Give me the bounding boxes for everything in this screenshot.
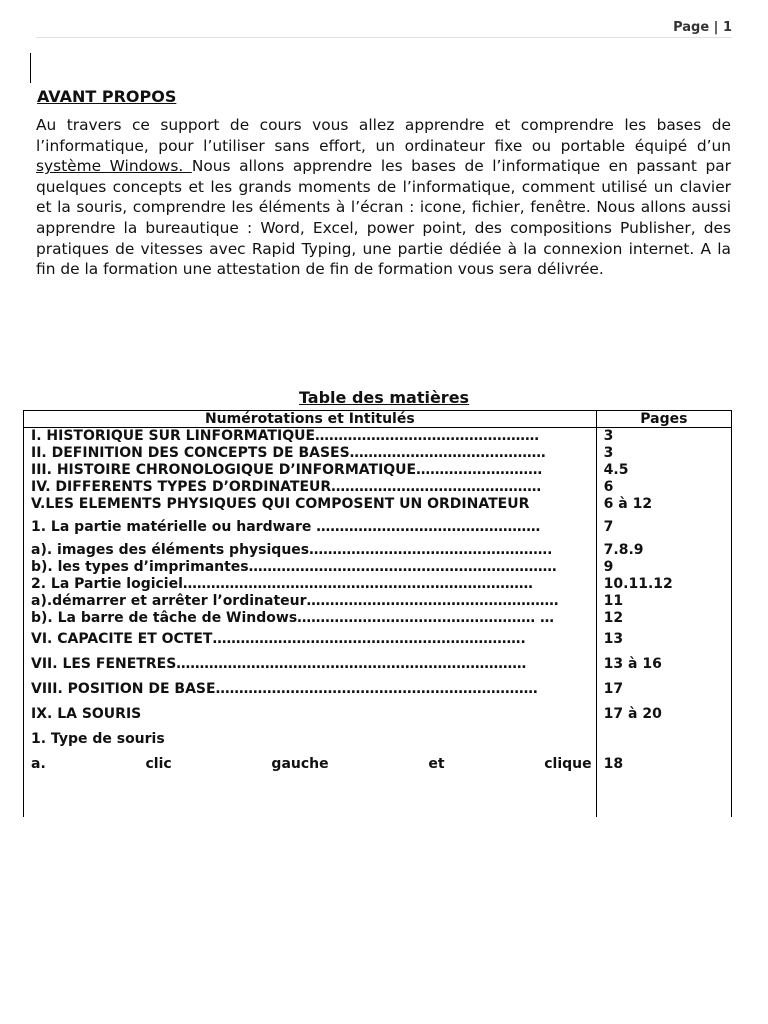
header-divider [36,37,732,38]
toc-page: 7.8.9 [603,542,644,558]
toc-row [24,519,732,542]
toc-row [24,593,732,610]
toc-page: 3 [603,428,614,444]
toc-entry: II. DEFINITION DES CONCEPTS DE BASES…………………………………… [31,445,546,461]
windows-link-text: système Windows. [36,157,192,176]
toc-entry: I. HISTORIQUE SUR LINFORMATIQUE………………………………………… [31,428,540,444]
toc-entry: IX. LA SOURIS [31,706,142,722]
toc-row-empty [24,777,732,817]
toc-row [24,576,732,593]
toc-entry: 1. Type de souris [31,731,165,747]
toc-header-title: Numérotations et Intitulés [24,411,597,428]
toc-table [23,410,732,817]
toc-entry: b). les types d’imprimantes………………………………………………………… [31,559,557,575]
toc-entry: VIII. POSITION DE BASE…………………………………………………………… [31,681,538,697]
toc-entry: 2. La Partie logiciel………………………………………………………………… [31,576,533,592]
toc-row [24,542,732,559]
toc-row [24,610,732,627]
intro-title: AVANT PROPOS [37,87,177,106]
toc-page: 9 [603,559,614,575]
toc-page: 7 [603,519,614,535]
page-number-label: Page | 1 [673,20,732,35]
toc-row [24,627,732,652]
toc-row [24,428,732,446]
toc-entry: IV. DIFFERENTS TYPES D’ORDINATEUR……………………………………… [31,479,542,495]
toc-entry: VII. LES FENETRES………………………………………………………………… [31,656,527,672]
toc-entry: 1. La partie matérielle ou hardware ………………………………………… [31,519,541,535]
toc-row [24,479,732,496]
toc-page: 17 [603,681,624,697]
toc-row [24,727,732,752]
text-cursor [30,53,31,83]
toc-page: 18 [603,756,624,772]
toc-row [24,496,732,519]
toc-entry: a). images des éléments physiques……………………………………………. [31,542,553,558]
toc-entry: b). La barre de tâche de Windows…………………………………………… … [31,610,555,626]
toc-row [24,702,732,727]
toc-page: 10.11.12 [603,576,673,592]
toc-entry: VI. CAPACITE ET OCTET…………………………………………………………. [31,631,526,647]
toc-page: 17 à 20 [603,706,662,722]
toc-page: 13 [603,631,624,647]
toc-title: Table des matières [298,388,470,407]
toc-header-pages: Pages [596,411,731,428]
toc-entry: a. clic gauche et clique [31,756,592,772]
toc-page: 13 à 16 [603,656,662,672]
intro-paragraph [36,115,731,280]
toc-page: 3 [603,445,614,461]
toc-page: 6 [603,479,614,495]
toc-entry: V.LES ELEMENTS PHYSIQUES QUI COMPOSENT UN ORDINATEUR [31,496,530,512]
toc-entry: a).démarrer et arrêter l’ordinateur……………………………………………… [31,593,559,609]
toc-page: 4.5 [603,462,629,478]
toc-row [24,559,732,576]
intro-text-end: Nous allons apprendre les bases de l’informatique en passant par quelques concepts et les grands moments de l’informatique, comment utilisé un clavier et la souris, comprendre les éléments à l’écran : icone, fichier, fenêtre. Nous allons aussi apprendre la bureautique : Word, Excel, power point, des compositions Publisher, des pratiques de vitesses avec Rapid Typing, une partie dédiée à la connexion internet. A la fin de la formation une attestation de fin de formation vous sera délivrée. [36,157,731,279]
toc-page: 11 [603,593,624,609]
toc-page: 12 [603,610,624,626]
toc-header-row [24,411,732,428]
toc-row [24,445,732,462]
toc-row [24,752,732,777]
toc-row [24,462,732,479]
toc-row [24,677,732,702]
intro-text-start: Au travers ce support de cours vous allez apprendre et comprendre les bases de l’informatique, pour l’utiliser sans effort, un ordinateur fixe ou portable équipé d’un [36,116,731,155]
toc-entry: III. HISTOIRE CHRONOLOGIQUE D’INFORMATIQUE……………………… [31,462,543,478]
toc-page: 6 à 12 [603,496,653,512]
toc-row [24,652,732,677]
